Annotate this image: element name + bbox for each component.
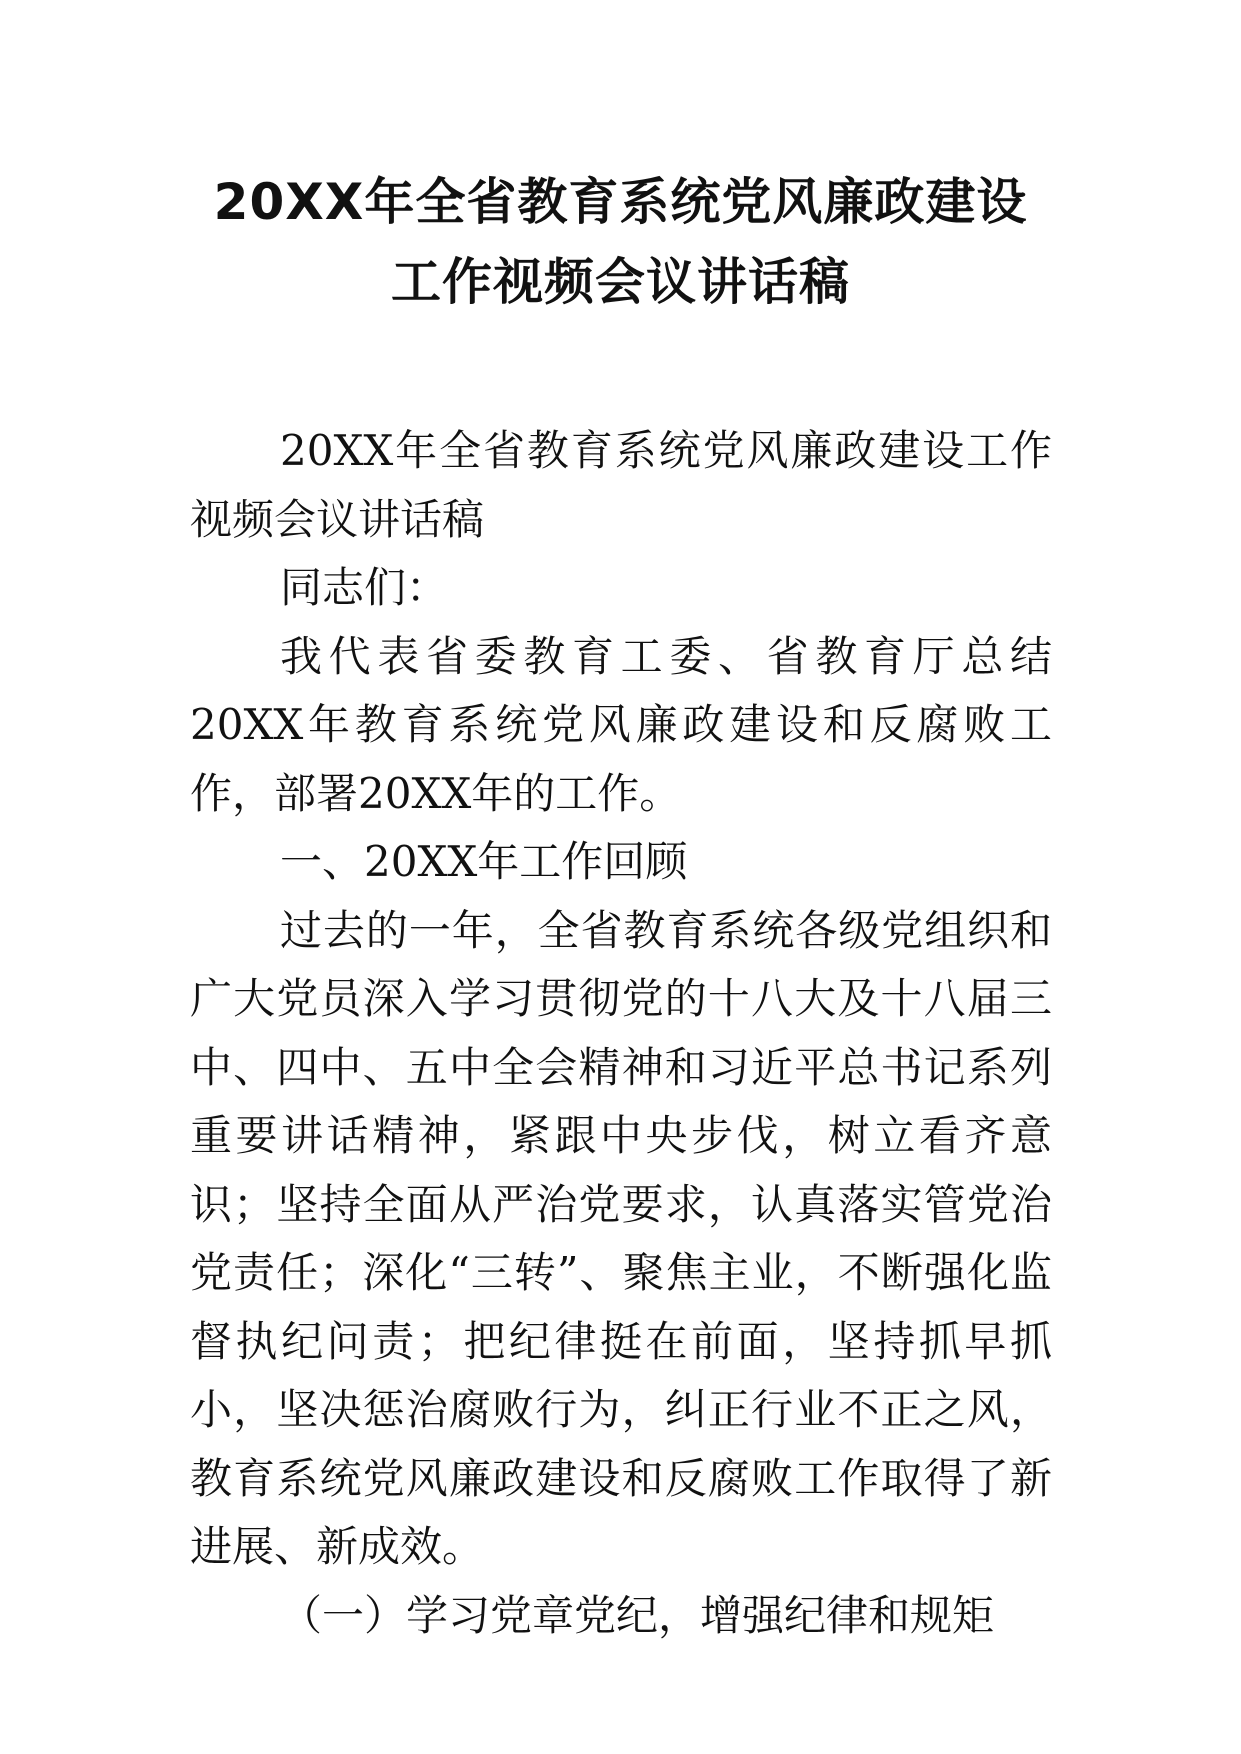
document-title-line-2: 工作视频会议讲话稿 [391,253,850,311]
paragraph-salutation: 同志们： [280,563,449,612]
paragraph-intro: 我代表省委教育工委、省教育厅总结20XX年教育系统党风廉政建设和反腐败工作，部署20XX年的工作。 [190,631,1052,818]
section-heading-review: 一、20XX年工作回顾 [280,837,688,886]
document-title-line-1: 20XX年全省教育系统党风廉政建设 [213,173,1028,231]
document-body [190,417,1052,1650]
paragraph-review: 过去的一年，全省教育系统各级党组织和广大党员深入学习贯彻党的十八大及十八届三中、四中、五中全会精神和习近平总书记系列重要讲话精神，紧跟中央步伐，树立看齐意识；坚持全面从严治党要求，认真落实管党治党责任；深化“三转”、聚焦主业，不断强化监督执纪问责；把纪律挺在前面，坚持抓早抓小，坚决惩治腐败行为，纠正行业不正之风，教育系统党风廉政建设和反腐败工作取得了新进展、新成效。 [190,905,1052,1571]
paragraph-repeated-title: 20XX年全省教育系统党风廉政建设工作视频会议讲话稿 [190,426,1052,544]
subsection-heading-1: （一）学习党章党纪，增强纪律和规矩 [280,1590,995,1640]
